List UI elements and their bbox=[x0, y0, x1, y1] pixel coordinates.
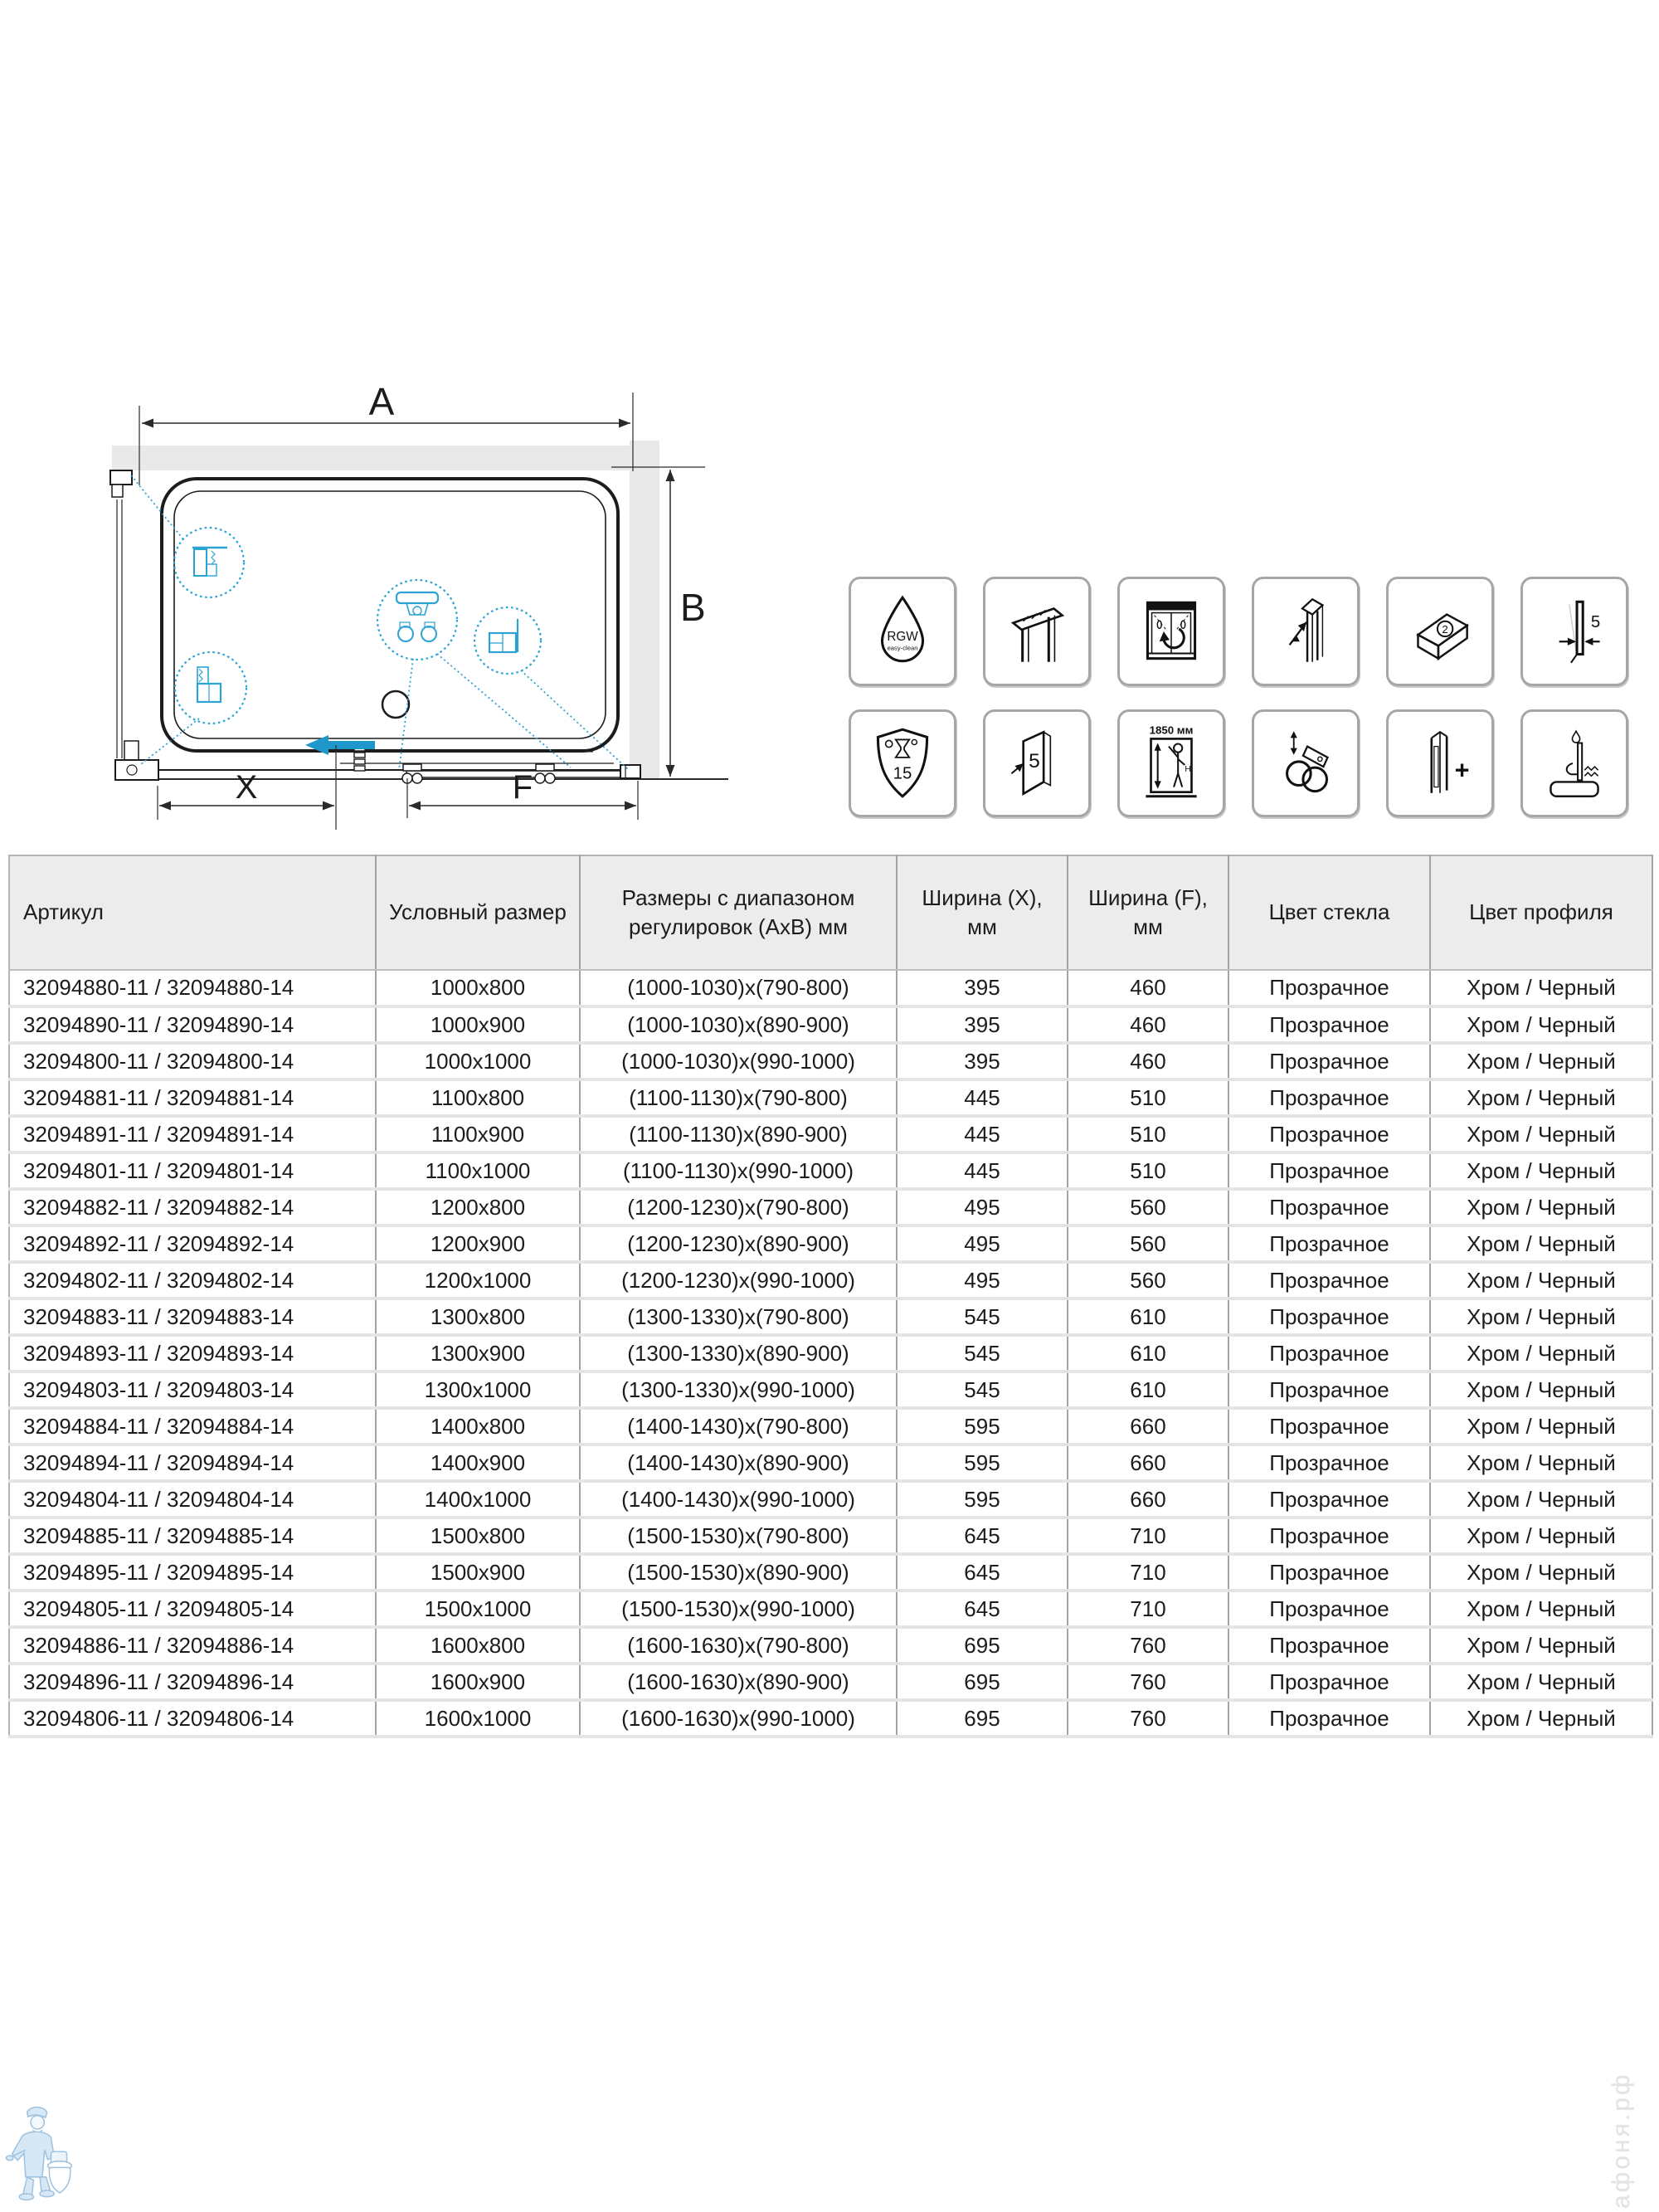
dim-f-label: F bbox=[512, 769, 533, 806]
column-header: Условный размер bbox=[376, 855, 580, 970]
cell-article: 32094805-11 / 32094805-14 bbox=[9, 1591, 376, 1627]
cell-article: 32094883-11 / 32094883-14 bbox=[9, 1298, 376, 1335]
cell-width-x: 545 bbox=[897, 1335, 1068, 1372]
cell-width-x: 695 bbox=[897, 1700, 1068, 1737]
cell-width-f: 710 bbox=[1068, 1554, 1228, 1591]
cell-profile-color: Хром / Черный bbox=[1430, 1700, 1652, 1737]
svg-text:1850 мм: 1850 мм bbox=[1149, 724, 1194, 737]
cell-nominal-size: 1100x800 bbox=[376, 1079, 580, 1116]
site-watermark: афоня.рф bbox=[1608, 2072, 1635, 2209]
cell-glass-color: Прозрачное bbox=[1228, 1700, 1430, 1737]
cell-glass-color: Прозрачное bbox=[1228, 1335, 1430, 1372]
adjustable-rollers-icon bbox=[1263, 720, 1348, 806]
top-wall bbox=[112, 446, 659, 470]
cell-nominal-size: 1400x1000 bbox=[376, 1481, 580, 1518]
cell-adjust-range: (1400-1430)x(990-1000) bbox=[580, 1481, 897, 1518]
icon-box-adjustable-rollers bbox=[1252, 709, 1360, 817]
door-handle bbox=[354, 746, 365, 771]
cell-width-x: 645 bbox=[897, 1591, 1068, 1627]
cell-adjust-range: (1300-1330)x(790-800) bbox=[580, 1298, 897, 1335]
cell-adjust-range: (1500-1530)x(990-1000) bbox=[580, 1591, 897, 1627]
cell-nominal-size: 1300x900 bbox=[376, 1335, 580, 1372]
cell-article: 32094880-11 / 32094880-14 bbox=[9, 970, 376, 1006]
cell-adjust-range: (1000-1030)x(890-900) bbox=[580, 1006, 897, 1043]
table-row bbox=[9, 1408, 1652, 1445]
cell-width-x: 545 bbox=[897, 1298, 1068, 1335]
cell-article: 32094896-11 / 32094896-14 bbox=[9, 1664, 376, 1700]
cell-profile-color: Хром / Черный bbox=[1430, 1554, 1652, 1591]
cell-nominal-size: 1500x1000 bbox=[376, 1591, 580, 1627]
right-wall bbox=[630, 441, 659, 779]
cell-article: 32094881-11 / 32094881-14 bbox=[9, 1079, 376, 1116]
icon-box-glass-5mm bbox=[983, 709, 1091, 817]
cell-article: 32094802-11 / 32094802-14 bbox=[9, 1262, 376, 1298]
cell-width-x: 395 bbox=[897, 970, 1068, 1006]
cell-adjust-range: (1400-1430)x(790-800) bbox=[580, 1408, 897, 1445]
cell-adjust-range: (1600-1630)x(890-900) bbox=[580, 1664, 897, 1700]
icon-box-extension-profile bbox=[1386, 709, 1494, 817]
cell-article: 32094882-11 / 32094882-14 bbox=[9, 1189, 376, 1225]
shower-enclosure-drawing bbox=[66, 365, 763, 863]
side-glass bbox=[117, 499, 122, 758]
cell-glass-color: Прозрачное bbox=[1228, 1372, 1430, 1408]
cell-width-x: 395 bbox=[897, 1006, 1068, 1043]
table-row bbox=[9, 1481, 1652, 1518]
cell-width-f: 560 bbox=[1068, 1262, 1228, 1298]
column-header: Цвет профиля bbox=[1430, 855, 1652, 970]
cell-width-x: 445 bbox=[897, 1152, 1068, 1189]
cell-nominal-size: 1600x800 bbox=[376, 1627, 580, 1664]
cell-profile-color: Хром / Черный bbox=[1430, 1335, 1652, 1372]
cell-width-f: 510 bbox=[1068, 1152, 1228, 1189]
cell-profile-color: Хром / Черный bbox=[1430, 1262, 1652, 1298]
icon-box-splash-guard bbox=[1520, 709, 1628, 817]
svg-text:15: 15 bbox=[893, 764, 912, 783]
cell-profile-color: Хром / Черный bbox=[1430, 1079, 1652, 1116]
cell-width-x: 445 bbox=[897, 1079, 1068, 1116]
icon-box-height-1850 bbox=[1117, 709, 1225, 817]
cell-glass-color: Прозрачное bbox=[1228, 1627, 1430, 1664]
cell-profile-color: Хром / Черный bbox=[1430, 1518, 1652, 1554]
cell-profile-color: Хром / Черный bbox=[1430, 1408, 1652, 1445]
cell-width-f: 460 bbox=[1068, 1006, 1228, 1043]
warranty-15-years-icon bbox=[860, 720, 945, 806]
cell-width-x: 645 bbox=[897, 1518, 1068, 1554]
cell-profile-color: Хром / Черный bbox=[1430, 1591, 1652, 1627]
cell-width-x: 595 bbox=[897, 1445, 1068, 1481]
dim-x-label: X bbox=[235, 769, 258, 806]
rgw-easy-clean-icon bbox=[860, 588, 945, 675]
cell-adjust-range: (1600-1630)x(790-800) bbox=[580, 1627, 897, 1664]
cell-nominal-size: 1100x1000 bbox=[376, 1152, 580, 1189]
cell-width-f: 510 bbox=[1068, 1079, 1228, 1116]
cell-glass-color: Прозрачное bbox=[1228, 1079, 1430, 1116]
svg-text:easy-clean: easy-clean bbox=[887, 644, 918, 652]
cell-article: 32094886-11 / 32094886-14 bbox=[9, 1627, 376, 1664]
svg-text:RGW: RGW bbox=[887, 630, 918, 645]
cell-width-x: 445 bbox=[897, 1116, 1068, 1152]
cell-adjust-range: (1200-1230)x(890-900) bbox=[580, 1225, 897, 1262]
cell-width-x: 595 bbox=[897, 1408, 1068, 1445]
cell-adjust-range: (1300-1330)x(990-1000) bbox=[580, 1372, 897, 1408]
cell-article: 32094806-11 / 32094806-14 bbox=[9, 1700, 376, 1737]
cell-nominal-size: 1100x900 bbox=[376, 1116, 580, 1152]
cell-profile-color: Хром / Черный bbox=[1430, 1043, 1652, 1079]
cell-width-f: 560 bbox=[1068, 1189, 1228, 1225]
cell-glass-color: Прозрачное bbox=[1228, 1298, 1430, 1335]
glass-thickness-icon bbox=[1532, 588, 1617, 675]
icon-box-two-packages bbox=[1386, 577, 1494, 686]
cell-nominal-size: 1000x900 bbox=[376, 1006, 580, 1043]
cell-width-f: 510 bbox=[1068, 1116, 1228, 1152]
column-header: Артикул bbox=[9, 855, 376, 970]
icon-box-warranty-15 bbox=[849, 709, 956, 817]
cell-width-f: 610 bbox=[1068, 1372, 1228, 1408]
column-header: Ширина (F), мм bbox=[1068, 855, 1228, 970]
table-row bbox=[9, 1335, 1652, 1372]
cell-adjust-range: (1500-1530)x(790-800) bbox=[580, 1518, 897, 1554]
cell-nominal-size: 1300x800 bbox=[376, 1298, 580, 1335]
cell-profile-color: Хром / Черный bbox=[1430, 1116, 1652, 1152]
cell-article: 32094894-11 / 32094894-14 bbox=[9, 1445, 376, 1481]
table-row bbox=[9, 1116, 1652, 1152]
svg-text:2: 2 bbox=[1442, 623, 1448, 636]
cell-adjust-range: (1000-1030)x(790-800) bbox=[580, 970, 897, 1006]
cell-width-x: 545 bbox=[897, 1372, 1068, 1408]
header-row bbox=[9, 855, 1652, 970]
table-row bbox=[9, 1152, 1652, 1189]
cell-width-x: 495 bbox=[897, 1225, 1068, 1262]
cell-nominal-size: 1500x900 bbox=[376, 1554, 580, 1591]
cell-nominal-size: 1400x900 bbox=[376, 1445, 580, 1481]
cell-glass-color: Прозрачное bbox=[1228, 1554, 1430, 1591]
cell-width-x: 595 bbox=[897, 1481, 1068, 1518]
column-header: Размеры с диапазоном регулировок (АхВ) мм bbox=[580, 855, 897, 970]
cell-nominal-size: 1000x800 bbox=[376, 970, 580, 1006]
table-row bbox=[9, 1700, 1652, 1737]
table-row bbox=[9, 1591, 1652, 1627]
cell-nominal-size: 1200x800 bbox=[376, 1189, 580, 1225]
icon-box-rgw-easy-clean bbox=[849, 577, 956, 686]
corner-connector-icon bbox=[1263, 588, 1348, 675]
cell-glass-color: Прозрачное bbox=[1228, 970, 1430, 1006]
cell-article: 32094892-11 / 32094892-14 bbox=[9, 1225, 376, 1262]
glass-5mm-icon bbox=[995, 720, 1079, 806]
cell-width-f: 560 bbox=[1068, 1225, 1228, 1262]
table-row bbox=[9, 1006, 1652, 1043]
cell-width-f: 610 bbox=[1068, 1298, 1228, 1335]
cell-glass-color: Прозрачное bbox=[1228, 1664, 1430, 1700]
cell-adjust-range: (1200-1230)x(990-1000) bbox=[580, 1262, 897, 1298]
table-row bbox=[9, 970, 1652, 1006]
right-end-profile bbox=[620, 765, 640, 778]
table-row bbox=[9, 1225, 1652, 1262]
cell-adjust-range: (1400-1430)x(890-900) bbox=[580, 1445, 897, 1481]
icon-box-corner-connector bbox=[1252, 577, 1360, 686]
table-body bbox=[9, 970, 1652, 1737]
cell-article: 32094893-11 / 32094893-14 bbox=[9, 1335, 376, 1372]
cell-width-x: 395 bbox=[897, 1043, 1068, 1079]
cell-profile-color: Хром / Черный bbox=[1430, 1445, 1652, 1481]
cell-width-x: 695 bbox=[897, 1627, 1068, 1664]
drain bbox=[382, 691, 409, 718]
cell-nominal-size: 1400x800 bbox=[376, 1408, 580, 1445]
cell-article: 32094804-11 / 32094804-14 bbox=[9, 1481, 376, 1518]
cell-width-f: 710 bbox=[1068, 1518, 1228, 1554]
column-header: Цвет стекла bbox=[1228, 855, 1430, 970]
table-row bbox=[9, 1372, 1652, 1408]
table-row bbox=[9, 1554, 1652, 1591]
cell-width-x: 695 bbox=[897, 1664, 1068, 1700]
dim-a-label: A bbox=[368, 380, 395, 423]
table-row bbox=[9, 1445, 1652, 1481]
cell-profile-color: Хром / Черный bbox=[1430, 1298, 1652, 1335]
cell-adjust-range: (1500-1530)x(890-900) bbox=[580, 1554, 897, 1591]
cell-article: 32094803-11 / 32094803-14 bbox=[9, 1372, 376, 1408]
cell-width-f: 460 bbox=[1068, 970, 1228, 1006]
cell-glass-color: Прозрачное bbox=[1228, 1445, 1430, 1481]
cell-glass-color: Прозрачное bbox=[1228, 1006, 1430, 1043]
cell-profile-color: Хром / Черный bbox=[1430, 1189, 1652, 1225]
table-header bbox=[9, 855, 1652, 970]
table-row bbox=[9, 1518, 1652, 1554]
cell-width-f: 710 bbox=[1068, 1591, 1228, 1627]
cell-width-f: 660 bbox=[1068, 1481, 1228, 1518]
table-row bbox=[9, 1043, 1652, 1079]
cell-profile-color: Хром / Черный bbox=[1430, 1627, 1652, 1664]
cell-width-f: 660 bbox=[1068, 1445, 1228, 1481]
table-row bbox=[9, 1189, 1652, 1225]
cell-profile-color: Хром / Черный bbox=[1430, 970, 1652, 1006]
cell-adjust-range: (1100-1130)x(890-900) bbox=[580, 1116, 897, 1152]
cell-width-f: 760 bbox=[1068, 1664, 1228, 1700]
cell-article: 32094801-11 / 32094801-14 bbox=[9, 1152, 376, 1189]
cell-profile-color: Хром / Черный bbox=[1430, 1152, 1652, 1189]
table-row bbox=[9, 1262, 1652, 1298]
cell-article: 32094884-11 / 32094884-14 bbox=[9, 1408, 376, 1445]
cell-nominal-size: 1200x1000 bbox=[376, 1262, 580, 1298]
table-row bbox=[9, 1298, 1652, 1335]
wall-profile-icon bbox=[995, 588, 1079, 675]
cell-adjust-range: (1200-1230)x(790-800) bbox=[580, 1189, 897, 1225]
cell-width-x: 495 bbox=[897, 1189, 1068, 1225]
cell-nominal-size: 1000x1000 bbox=[376, 1043, 580, 1079]
cell-glass-color: Прозрачное bbox=[1228, 1591, 1430, 1627]
cell-adjust-range: (1600-1630)x(990-1000) bbox=[580, 1700, 897, 1737]
cell-profile-color: Хром / Черный bbox=[1430, 1006, 1652, 1043]
reversible-door-icon bbox=[1129, 588, 1214, 675]
cell-glass-color: Прозрачное bbox=[1228, 1408, 1430, 1445]
table-row bbox=[9, 1079, 1652, 1116]
cell-nominal-size: 1600x1000 bbox=[376, 1700, 580, 1737]
feature-icon-grid bbox=[849, 577, 1628, 817]
cell-nominal-size: 1200x900 bbox=[376, 1225, 580, 1262]
svg-text:5: 5 bbox=[1590, 612, 1601, 631]
cell-glass-color: Прозрачное bbox=[1228, 1043, 1430, 1079]
cell-profile-color: Хром / Черный bbox=[1430, 1481, 1652, 1518]
dim-b-label: B bbox=[680, 586, 706, 629]
plumber-watermark bbox=[5, 2102, 76, 2209]
cell-width-f: 760 bbox=[1068, 1627, 1228, 1664]
cell-nominal-size: 1500x800 bbox=[376, 1518, 580, 1554]
cell-glass-color: Прозрачное bbox=[1228, 1116, 1430, 1152]
cell-profile-color: Хром / Черный bbox=[1430, 1664, 1652, 1700]
icon-box-glass-thickness bbox=[1520, 577, 1628, 686]
cell-glass-color: Прозрачное bbox=[1228, 1225, 1430, 1262]
column-header: Ширина (X), мм bbox=[897, 855, 1068, 970]
splash-guard-icon bbox=[1532, 720, 1617, 806]
cell-article: 32094895-11 / 32094895-14 bbox=[9, 1554, 376, 1591]
cell-adjust-range: (1100-1130)x(790-800) bbox=[580, 1079, 897, 1116]
cell-adjust-range: (1100-1130)x(990-1000) bbox=[580, 1152, 897, 1189]
cell-article: 32094891-11 / 32094891-14 bbox=[9, 1116, 376, 1152]
svg-text:+: + bbox=[1454, 756, 1470, 785]
cell-profile-color: Хром / Черный bbox=[1430, 1372, 1652, 1408]
cell-glass-color: Прозрачное bbox=[1228, 1481, 1430, 1518]
cell-adjust-range: (1300-1330)x(890-900) bbox=[580, 1335, 897, 1372]
svg-text:H: H bbox=[1185, 765, 1191, 775]
table-row bbox=[9, 1627, 1652, 1664]
top-left-profile bbox=[110, 470, 132, 497]
cell-article: 32094800-11 / 32094800-14 bbox=[9, 1043, 376, 1079]
cell-nominal-size: 1300x1000 bbox=[376, 1372, 580, 1408]
table-row bbox=[9, 1664, 1652, 1700]
extension-profile-icon bbox=[1398, 720, 1482, 806]
cell-glass-color: Прозрачное bbox=[1228, 1262, 1430, 1298]
cell-article: 32094885-11 / 32094885-14 bbox=[9, 1518, 376, 1554]
cell-glass-color: Прозрачное bbox=[1228, 1189, 1430, 1225]
cell-article: 32094890-11 / 32094890-14 bbox=[9, 1006, 376, 1043]
two-packages-icon bbox=[1398, 588, 1482, 675]
cell-width-f: 760 bbox=[1068, 1700, 1228, 1737]
cell-width-f: 610 bbox=[1068, 1335, 1228, 1372]
icon-box-wall-profile bbox=[983, 577, 1091, 686]
cell-width-x: 645 bbox=[897, 1554, 1068, 1591]
cell-glass-color: Прозрачное bbox=[1228, 1152, 1430, 1189]
icon-box-reversible-door bbox=[1117, 577, 1225, 686]
height-1850-icon bbox=[1129, 720, 1214, 806]
cell-width-x: 495 bbox=[897, 1262, 1068, 1298]
cell-glass-color: Прозрачное bbox=[1228, 1518, 1430, 1554]
product-diagram bbox=[66, 365, 763, 863]
cell-width-f: 460 bbox=[1068, 1043, 1228, 1079]
svg-text:5: 5 bbox=[1029, 750, 1040, 773]
spec-table bbox=[8, 855, 1653, 1738]
cell-width-f: 660 bbox=[1068, 1408, 1228, 1445]
cell-profile-color: Хром / Черный bbox=[1430, 1225, 1652, 1262]
cell-nominal-size: 1600x900 bbox=[376, 1664, 580, 1700]
cell-adjust-range: (1000-1030)x(990-1000) bbox=[580, 1043, 897, 1079]
